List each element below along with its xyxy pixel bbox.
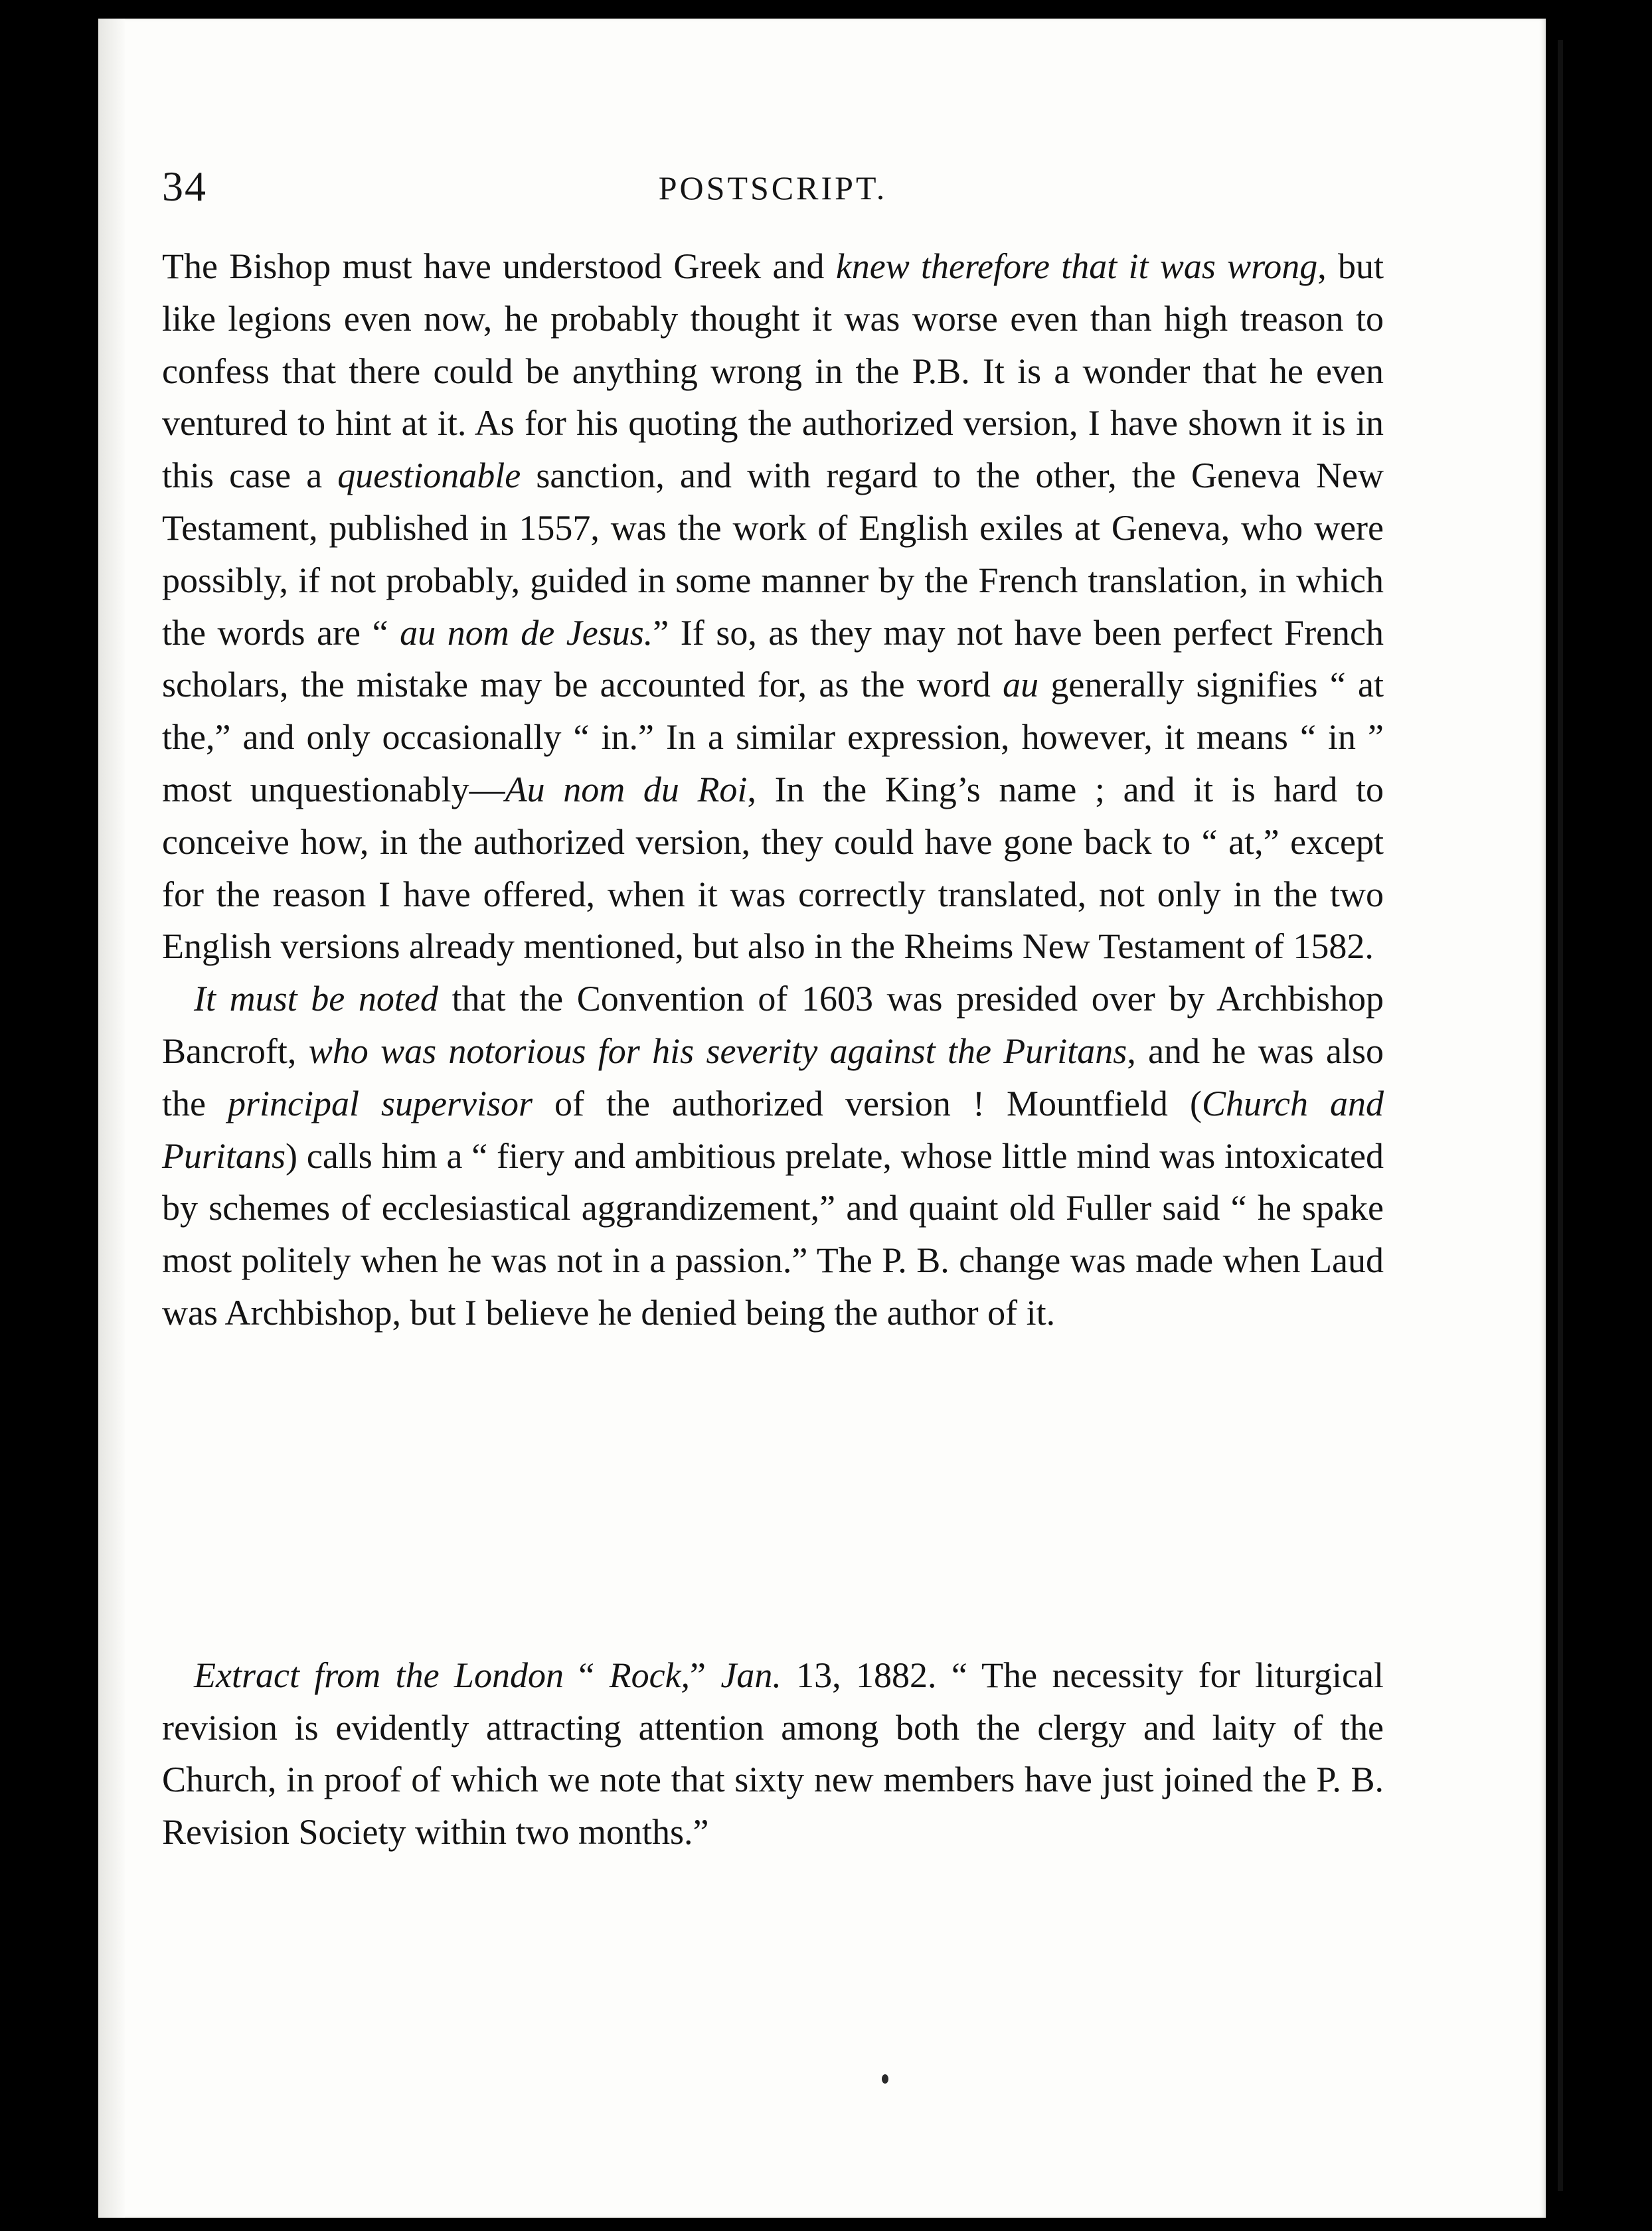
text-run: , but like legions even now, he probably thought it was worse even than high treason to confess that there could be anything wrong in the P.B. It is a wonder that he even ventured to hint at it. As for his quoting the authorized version, I have shown it is in this case a — [162, 246, 1384, 496]
running-header — [162, 154, 1384, 220]
italic-run: questionable — [337, 455, 521, 496]
paragraph-rock-extract — [162, 1649, 1384, 1858]
italic-run: Rock, — [609, 1655, 691, 1695]
text-run: The Bishop must have understood Greek and — [162, 246, 836, 286]
text-run: of the authorized version ! Mountfield ( — [533, 1083, 1202, 1123]
italic-run: Church and Puritans — [162, 1083, 1384, 1176]
italic-run: principal supervisor — [228, 1083, 533, 1123]
italic-run: It must be noted — [194, 979, 438, 1019]
page-number: 34 — [162, 163, 207, 210]
body-text — [162, 240, 1384, 1339]
italic-run: knew therefore that it was wrong — [835, 246, 1318, 286]
binding-shadow — [1558, 40, 1563, 2191]
paragraph-bancroft — [162, 973, 1384, 1339]
italic-run: au nom de Jesus. — [400, 612, 653, 653]
ink-speck — [882, 2074, 888, 2084]
text-run: sanction, and with regard to the other, the Geneva New Testament, published in 1557, was the work of English exiles at Geneva, who were possibly, if not probably, guided in some manner by the French translation, in which the words are “ — [162, 455, 1384, 653]
italic-run: who was notorious for his severity against the Puritans — [308, 1031, 1127, 1071]
italic-run: Extract from the London — [194, 1655, 564, 1695]
italic-run: Au nom du Roi — [505, 769, 748, 809]
italic-run: Jan. — [720, 1655, 782, 1695]
text-run: “ — [563, 1655, 610, 1695]
text-run: , In the King’s name ; and it is hard to conceive how, in the authorized version, they could have gone back to “ at,” except for the reason I have offered, when it was correctly translated, not only in the two English versions already mentioned, but also in the Rheims New Testament of 1582. — [162, 769, 1384, 967]
text-run: generally signifies “ at the,” and only occasionally “ in.” In a similar expression, however, it means “ in ” most unquestionably— — [162, 665, 1384, 809]
text-run: ” — [690, 1655, 721, 1695]
text-run: ) calls him a “ fiery and ambitious prelate, whose little mind was intoxicated by schemes of ecclesiastical aggrandizement,” and quaint old Fuller said “ he spake most politely when he was not in a passion.” The P. B. change was made when Laud was Archbishop, but I believe he denied being the author of it. — [162, 1135, 1384, 1333]
text-run: that the Convention of 1603 was presided over by Archbishop Bancroft, — [162, 979, 1384, 1071]
text-run: , and he was also the — [162, 1031, 1384, 1123]
page-gutter — [98, 19, 125, 2218]
running-title: POSTSCRIPT. — [658, 169, 888, 207]
text-run: ” If so, as they may not have been perfect French scholars, the mistake may be accounted for, as the word — [162, 612, 1384, 705]
italic-run: au — [1003, 665, 1039, 705]
text-run: 13, 1882. “ The necessity for liturgical revision is evidently attracting attention among both the clergy and laity of the Church, in proof of which we note that sixty new members have just joined the P. B. Revision Society within two months.” — [162, 1655, 1384, 1852]
paragraph-bishop-greek — [162, 240, 1384, 973]
